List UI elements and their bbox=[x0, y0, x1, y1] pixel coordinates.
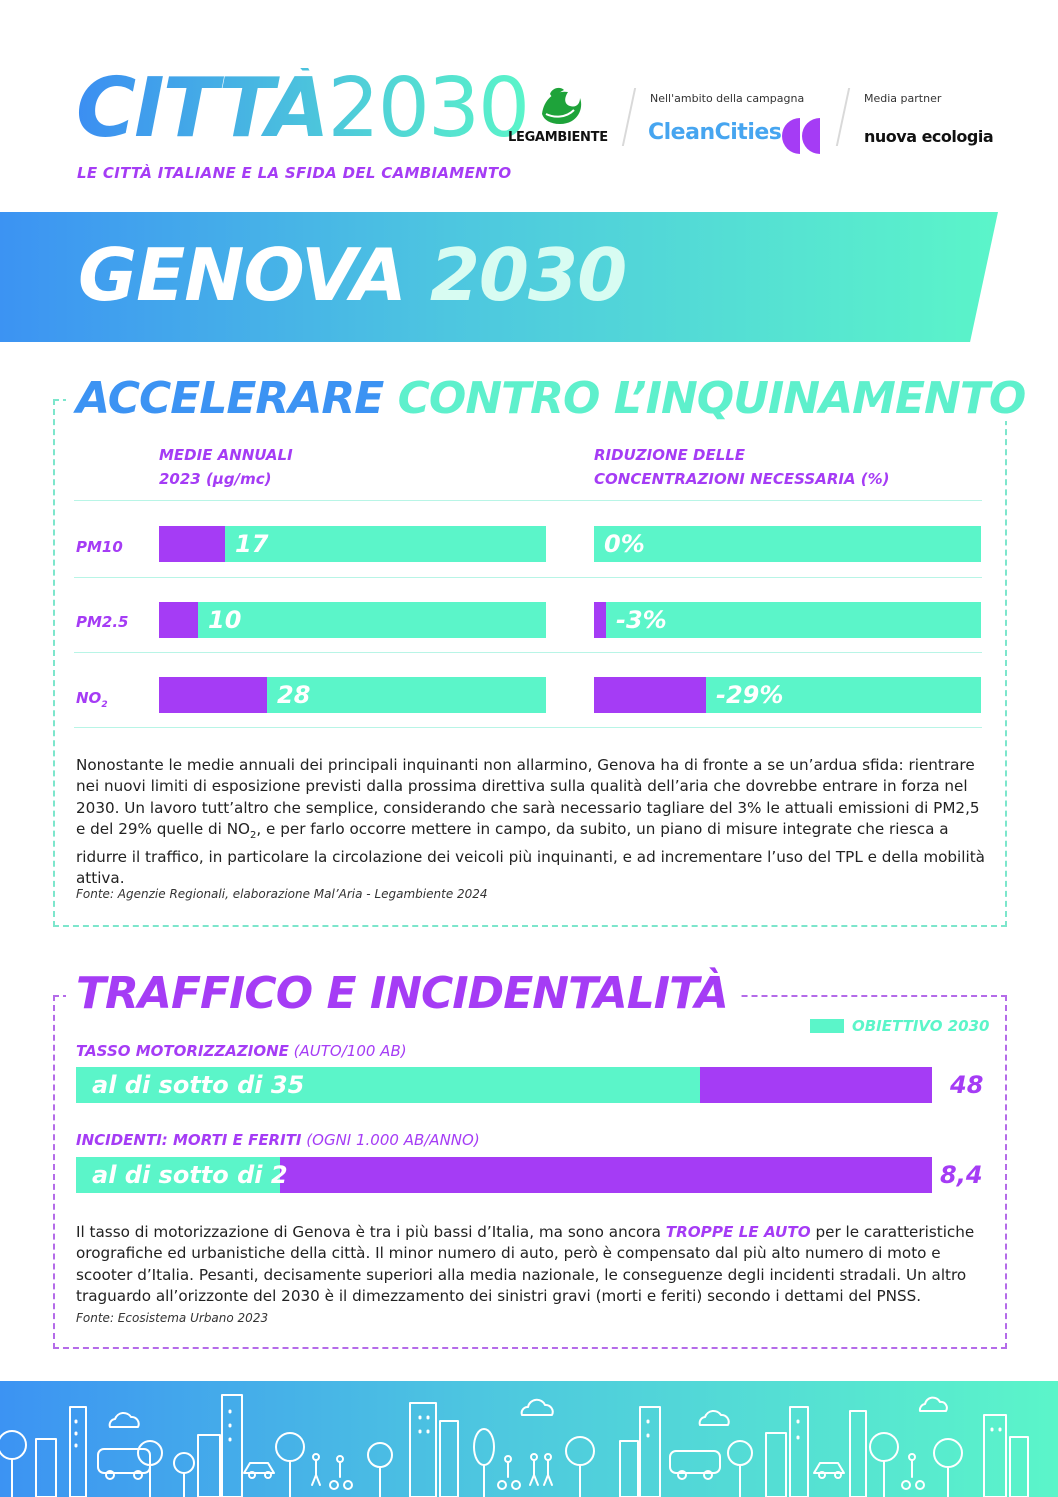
goal-legend-label: OBIETTIVO 2030 bbox=[852, 1017, 990, 1035]
campaign-caption: Nell'ambito della campagna bbox=[650, 92, 805, 105]
reduction-header-line2: CONCENTRAZIONI NECESSARIA (%) bbox=[594, 470, 890, 488]
traffic-paragraph-b: per le caratteristiche orografiche ed urbanistiche della città. Il minor numero di auto, però è compensato dal più alto numero di moto e scooter d’Italia. Pesanti, decisamente superiori alla media nazionale, le conseguenze degli incidenti stradali. Un altro traguardo all’orizzonte del 2030 è il dimezzamento dei sinistri gravi (morti e feriti) secondo i dettami del PNSS. bbox=[76, 1223, 975, 1306]
legambiente-logo bbox=[508, 84, 608, 148]
row-divider bbox=[74, 500, 982, 501]
goal-legend bbox=[810, 1017, 989, 1035]
pollutant-label-pm25: PM2.5 bbox=[76, 613, 129, 631]
no2-label-main: NO bbox=[76, 689, 102, 707]
motorization-goal-segment bbox=[76, 1067, 700, 1103]
annual-bar-fill bbox=[159, 526, 225, 562]
pollution-paragraph bbox=[76, 755, 986, 889]
traffic-section-title: TRAFFICO E INCIDENTALITÀ bbox=[66, 972, 740, 1016]
page-title bbox=[78, 233, 627, 317]
accidents-label-main: INCIDENTI: MORTI E FERITI bbox=[76, 1131, 302, 1149]
header-divider-2 bbox=[836, 88, 850, 146]
nuova-ecologia-logo: nuova ecologia bbox=[864, 127, 994, 146]
traffic-paragraph-highlight: TROPPE LE AUTO bbox=[665, 1223, 811, 1241]
motorization-label bbox=[76, 1042, 407, 1060]
annual-averages-header-line1: MEDIE ANNUALI bbox=[159, 446, 293, 464]
row-divider bbox=[74, 727, 982, 728]
motorization-label-unit: (AUTO/100 AB) bbox=[293, 1042, 407, 1060]
annual-bar-no2 bbox=[159, 677, 546, 713]
reduction-bar-fill bbox=[594, 677, 706, 713]
city-skyline-illustration bbox=[0, 1381, 1058, 1497]
pollutant-label-pm10: PM10 bbox=[76, 538, 123, 556]
annual-value-pm10: 17 bbox=[235, 530, 269, 558]
accidents-label bbox=[76, 1131, 480, 1149]
annual-value-pm25: 10 bbox=[208, 606, 242, 634]
footer-city-illustration bbox=[0, 1381, 1058, 1497]
pollution-paragraph-a: Nonostante le medie annuali dei principali inquinanti non allarmino, Genova ha di fronte a se un’ardua sfida: rientrare nei nuovi limiti di esposizione previsti dalla prossima direttiva sulla qualità dell’aria che dovrebbe entrare in forza nel 2030. Un lavoro tutt’altro che semplice, considerando che sarà necessario tagliare del 3% le attuali emissioni di PM2,5 e del 29% quelle di NO bbox=[76, 756, 980, 839]
page-title-year: 2030 bbox=[429, 233, 627, 317]
annual-value-no2: 28 bbox=[277, 681, 311, 709]
annual-averages-header bbox=[159, 443, 293, 491]
motorization-label-main: TASSO MOTORIZZAZIONE bbox=[76, 1042, 289, 1060]
logo-wordmark bbox=[76, 61, 529, 156]
accidents-bar bbox=[76, 1157, 932, 1193]
legambiente-wordmark: LEGAMBIENTE bbox=[508, 130, 608, 145]
pollution-paragraph-sub: 2 bbox=[250, 830, 257, 842]
no2-label-sub: 2 bbox=[101, 700, 108, 710]
traffic-paragraph-a: Il tasso di motorizzazione di Genova è tra i più bassi d’Italia, ma sono ancora bbox=[76, 1223, 661, 1241]
traffic-paragraph bbox=[76, 1222, 986, 1308]
pollution-title-part1: ACCELERARE bbox=[76, 373, 384, 424]
media-caption: Media partner bbox=[864, 92, 942, 105]
cleancities-quote-icon bbox=[780, 118, 822, 154]
reduction-bar-pm10 bbox=[594, 526, 981, 562]
reduction-bar-fill bbox=[594, 602, 606, 638]
header-divider bbox=[622, 88, 636, 146]
reduction-bar-pm25 bbox=[594, 602, 981, 638]
motorization-goal-text: al di sotto di 35 bbox=[92, 1071, 305, 1099]
annual-averages-header-line2: 2023 (µg/mc) bbox=[159, 470, 272, 488]
accidents-goal-segment bbox=[76, 1157, 288, 1193]
row-divider bbox=[74, 652, 982, 653]
annual-bar-pm10 bbox=[159, 526, 546, 562]
logo-tagline: LE CITTÀ ITALIANE E LA SFIDA DEL CAMBIAMENTO bbox=[77, 164, 512, 182]
page-title-city: GENOVA bbox=[78, 233, 406, 317]
reduction-value-pm10: 0% bbox=[604, 530, 645, 558]
legambiente-swan-icon bbox=[534, 84, 584, 130]
annual-bar-pm25 bbox=[159, 602, 546, 638]
pollution-source: Fonte: Agenzie Regionali, elaborazione Mal’Aria - Legambiente 2024 bbox=[76, 887, 488, 901]
traffic-source: Fonte: Ecosistema Urbano 2023 bbox=[76, 1311, 269, 1325]
cleancities-wordmark: CleanCities bbox=[648, 120, 782, 145]
accidents-label-unit: (OGNI 1.000 AB/ANNO) bbox=[306, 1131, 480, 1149]
pollution-title-part2: CONTRO L’INQUINAMENTO bbox=[397, 373, 1026, 424]
reduction-header-line1: RIDUZIONE DELLE bbox=[594, 446, 746, 464]
reduction-header bbox=[594, 443, 890, 491]
annual-bar-fill bbox=[159, 602, 198, 638]
pollution-section-title bbox=[66, 373, 1037, 424]
reduction-value-pm25: -3% bbox=[616, 606, 667, 634]
goal-legend-swatch bbox=[810, 1019, 844, 1033]
reduction-value-no2: -29% bbox=[716, 681, 784, 709]
motorization-bar bbox=[76, 1067, 932, 1103]
accidents-goal-text: al di sotto di 2 bbox=[92, 1161, 288, 1189]
reduction-bar-no2 bbox=[594, 677, 981, 713]
logo-year: 2030 bbox=[327, 61, 529, 156]
pollutant-label-no2 bbox=[76, 689, 108, 710]
row-divider bbox=[74, 577, 982, 578]
motorization-value: 48 bbox=[950, 1071, 984, 1099]
accidents-value: 8,4 bbox=[940, 1161, 983, 1189]
pollution-paragraph-b: , e per farlo occorre mettere in campo, da subito, un piano di misure integrate che riesca a ridurre il traffico, in particolare la circolazione dei veicoli più inquinanti, e ad incrementare l’uso del TPL e della mobilità attiva. bbox=[76, 820, 985, 888]
annual-bar-fill bbox=[159, 677, 267, 713]
logo-main: CITTÀ bbox=[76, 61, 328, 156]
